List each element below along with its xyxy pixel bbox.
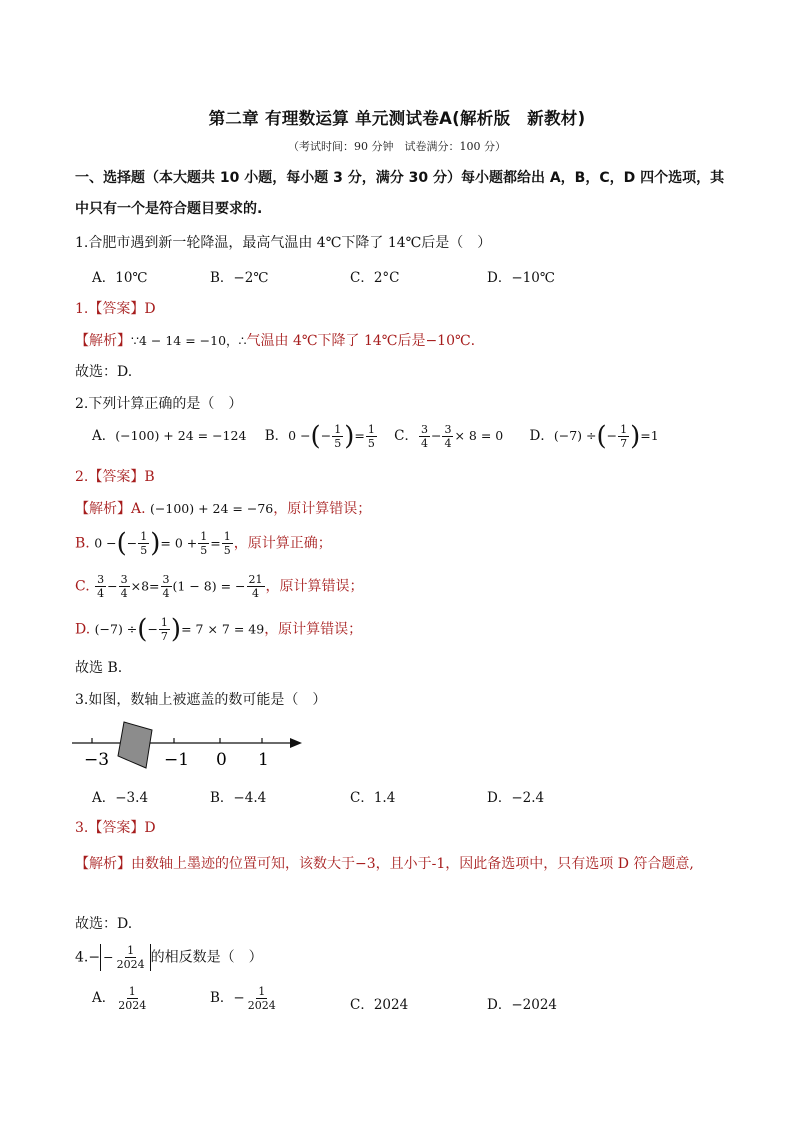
number-line-figure [70,718,310,774]
q2-analysis-d: D. (−7) ÷(− $\frac{1}{7}$ )= 7 × 7 = 49，原计算错误； [75,614,363,645]
page-subtitle: （考试时间：90 分钟 试卷满分：100 分） [288,140,506,153]
q3-stem: 3.如图，数轴上被遮盖的数可能是（ ） [75,692,327,708]
q1-option-b: B．−2℃ [210,270,269,286]
q3-option-c: C．1.4 [350,790,396,806]
q2-option-c-label: C． [394,428,418,444]
axis-label-1: 1 [258,750,269,770]
q2-answer: 2.【答案】B [75,469,155,485]
q2-option-d-label: D． [529,428,554,444]
q3-analysis-text: 由数轴上墨迹的位置可知，该数大于−3，且小于-1，因此备选项中，只有选项 D 符合题意, [131,856,694,872]
q2-option-a-label: A． [92,428,116,444]
q3-option-b: B．−4.4 [210,790,267,806]
q4-option-d: D．−2024 [487,997,557,1013]
q1-conclusion: 故选：D. [75,364,133,380]
axis-label-neg3: −3 [84,750,110,770]
q2-analysis-b: B. 0 −(− $\frac{1}{5}$ )= 0 + $\frac{1}{5}$ = $\frac{1}{5}$ ，原计算正确； [75,528,332,559]
section-heading: 一、选择题（本大题共 10 小题，每小题 3 分，满分 30 分）每小题都给出 A，B，C，D 四个选项，其中只有一个是符合题目要求的. [75,170,725,217]
q1-analysis-label: 【解析】 [75,333,131,349]
q2-option-d-pre: (−7) ÷ [553,428,597,443]
q2-stem: 2.下列计算正确的是（ ） [75,396,243,412]
number-line-arrow-icon [290,738,302,748]
q1-option-d: D．−10℃ [487,270,555,286]
page-title: 第二章 有理数运算 单元测试卷A(解析版 新教材) [208,109,586,128]
q4-stem: 4.− − $\frac{1}{2024}$ 的相反数是（ ） [75,944,263,971]
axis-label-neg1: −1 [164,750,190,770]
q3-analysis: 【解析】由数轴上墨迹的位置可知，该数大于−3，且小于-1，因此备选项中，只有选项 D 符合题意, [75,856,694,872]
q2-analysis-a: 【解析】A. (−100) + 24 = −76，原计算错误； [75,501,372,517]
q2-option-b-label: B． [264,428,289,444]
q2-analysis-c: C. $\frac{3}{4}$ − $\frac{3}{4}$ ×8= $\frac{3}{4}$ (1 − 8) = − $\frac{21}{4}$ ，原计算错误； [75,573,364,600]
q1-analysis-text: 气温由 4℃下降了 14℃后是−10℃. [246,333,476,349]
q1-option-a: A．10℃ [92,270,148,286]
q3-option-a: A．−3.4 [92,790,149,806]
ink-blot-mask [118,722,152,768]
q3-answer: 3.【答案】D [75,820,156,836]
q2-option-b-pre: 0 − [288,428,311,443]
q2-options: A．(−100) + 24 = −124 B．0 −(− $\frac{1}{5}$ )= $\frac{1}{5}$ C． $\frac{3}{4}$ − $\frac{3}{4}$ × 8 = 0 D．(−7) ÷(− $\frac{1}{7}$ )=1 [92,421,659,452]
q1-answer: 1.【答案】D [75,301,156,317]
axis-label-0: 0 [216,750,227,770]
q4-option-c: C．2024 [350,997,409,1013]
q2-conclusion: 故选 B. [75,660,123,676]
q1-stem: 1.合肥市遇到新一轮降温，最高气温由 4℃下降了 14℃后是（ ） [75,235,492,251]
q1-option-c: C．2°C [350,270,400,286]
q2-option-c-tail: × 8 = 0 [454,428,504,443]
q2-option-a: (−100) + 24 = −124 [115,428,247,443]
q3-option-d: D．−2.4 [487,790,545,806]
q4-option-a: A． $\frac{1}{2024}$ [92,985,147,1012]
q1-analysis [75,330,475,350]
q1-analysis-math: ∵4 − 14 = −10，∴ [131,333,247,348]
q4-option-b: B．− $\frac{1}{2024}$ [210,985,276,1012]
q3-conclusion: 故选：D. [75,916,133,932]
